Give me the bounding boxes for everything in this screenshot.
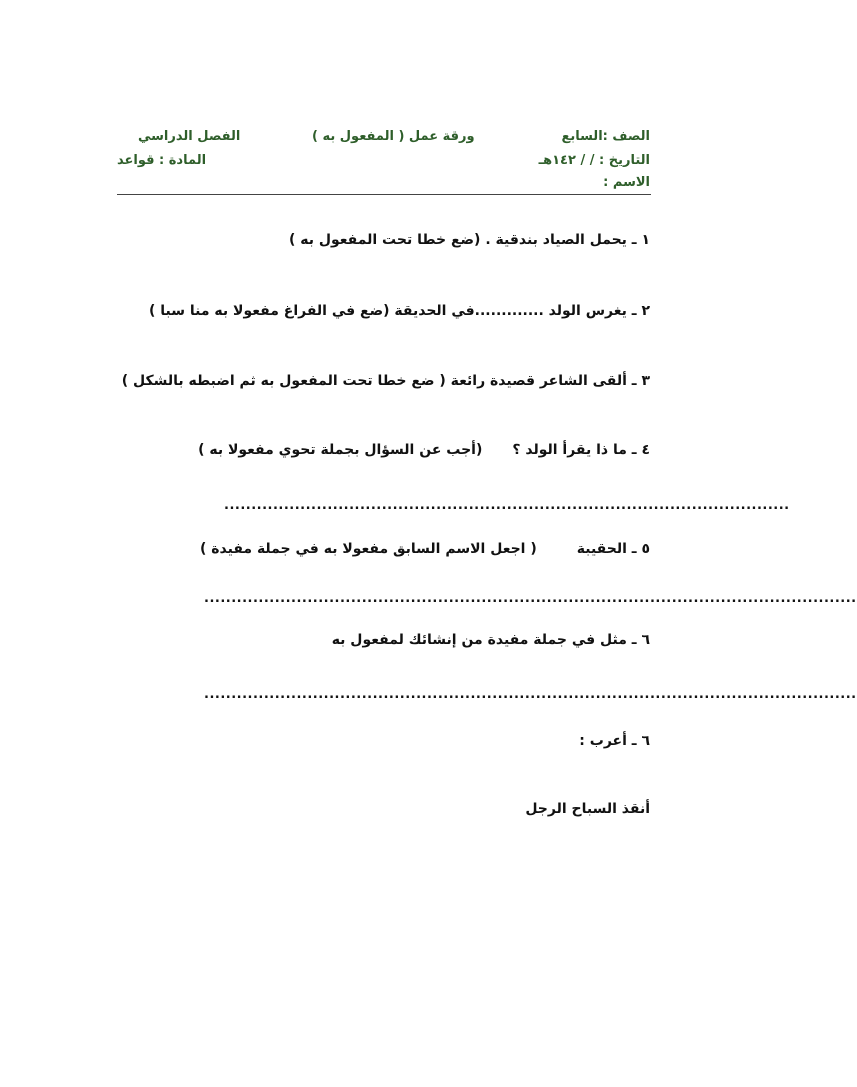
question-1: ١ ـ يحمل الصياد بندقية . (ضع خطا تحت المفعول به ) xyxy=(288,232,650,248)
question-5 xyxy=(200,541,650,557)
answer-line-6: ........................................................................................................................ xyxy=(204,687,857,702)
subject-label: المادة : قواعد xyxy=(117,153,207,168)
question-7: ٦ ـ أعرب : xyxy=(579,733,650,749)
answer-line-5: ........................................................................................................................ xyxy=(204,591,857,606)
worksheet-title: ورقة عمل ( المفعول به ) xyxy=(312,129,475,144)
question-5-instruction: ( اجعل الاسم السابق مفعولا به في جملة مفيدة ) xyxy=(199,541,537,557)
question-4-instruction: (أجب عن السؤال بجملة تحوي مفعولا به ) xyxy=(198,442,483,458)
question-4 xyxy=(198,442,650,458)
parse-sentence: أنقذ السباح الرجل xyxy=(525,801,650,817)
question-2: ٢ ـ يغرس الولد .............في الحديقة (ضع في الفراغ مفعولا به منا سبا ) xyxy=(149,303,650,319)
header-divider xyxy=(117,194,651,195)
grade-label: الصف :السابع xyxy=(561,129,650,144)
semester-label: الفصل الدراسي xyxy=(138,129,241,144)
question-5-word: ٥ ـ الحقيبة xyxy=(576,541,650,557)
question-4-sentence: ٤ ـ ما ذا يقرأ الولد ؟ xyxy=(512,442,650,458)
name-label: الاسم : xyxy=(603,175,650,190)
question-3: ٣ ـ ألقى الشاعر قصيدة رائعة ( ضع خطا تحت المفعول به ثم اضبطه بالشكل ) xyxy=(121,373,650,389)
answer-line-4: ........................................................................................................ xyxy=(224,498,790,513)
question-6: ٦ ـ مثل في جملة مفيدة من إنشائك لمفعول به xyxy=(331,632,650,648)
date-label: التاريخ : / / ١٤٢هـ xyxy=(538,153,650,168)
